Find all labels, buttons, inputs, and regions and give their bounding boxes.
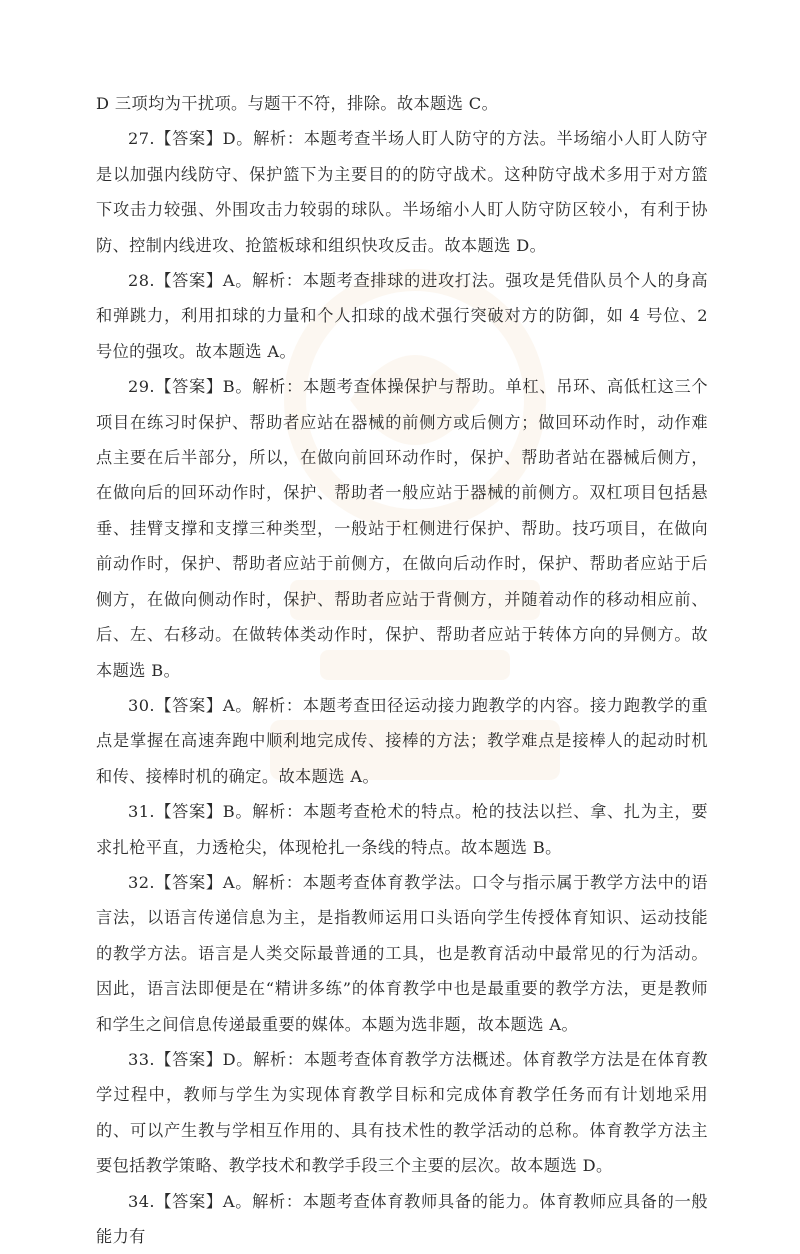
answer-31: 31.【答案】B。解析：本题考查枪术的特点。枪的技法以拦、拿、扎为主，要求扎枪平直，力透枪尖，体现枪扎一条线的特点。故本题选 B。 bbox=[96, 802, 708, 857]
answer-27: 27.【答案】D。解析：本题考查半场人盯人防守的方法。半场缩小人盯人防守是以加强内线防守、保护篮下为主要目的的防守战术。这种防守战术多用于对方篮下攻击力较强、外围攻击力较弱的球队。半场缩小人盯人防守防区较小，有利于协防、控制内线进攻、抢篮板球和组织快攻反击。故本题选 D。 bbox=[96, 129, 708, 255]
answer-33: 33.【答案】D。解析：本题考查体育教学方法概述。体育教学方法是在体育教学过程中，教师与学生为实现体育教学目标和完成体育教学任务而有计划地采用的、可以产生教与学相互作用的、具有技术性的教学活动的总称。体育教学方法主要包括教学策略、教学技术和教学手段三个主要的层次。故本题选 D。 bbox=[96, 1049, 708, 1176]
answer-32: 32.【答案】A。解析：本题考查体育教学法。口令与指示属于教学方法中的语言法，以语言传递信息为主，是指教师运用口头语向学生传授体育知识、运动技能的教学方法。语言是人类交际最普通的工具，也是教育活动中最常见的行为活动。因此，语言法即便是在“精讲多练”的体育教学中也是最重要的教学方法，更是教师和学生之间信息传递最重要的媒体。本题为选非题，故本题选 A。 bbox=[96, 872, 708, 1034]
paragraph-continuation: D 三项均为干扰项。与题干不符，排除。故本题选 C。 bbox=[96, 94, 499, 113]
answer-34: 34.【答案】A。解析：本题考查体育教师具备的能力。体育教师应具备的一般能力有 bbox=[96, 1191, 708, 1246]
answer-30: 30.【答案】A。解析：本题考查田径运动接力跑教学的内容。接力跑教学的重点是掌握在高速奔跑中顺利地完成传、接棒的方法；教学难点是接棒人的起动时机和传、接棒时机的确定。故本题选 A。 bbox=[96, 695, 708, 786]
answer-28: 28.【答案】A。解析：本题考查排球的进攻打法。强攻是凭借队员个人的身高和弹跳力，利用扣球的力量和个人扣球的战术强行突破对方的防御，如 4 号位、2 号位的强攻。故本题选 A。 bbox=[96, 271, 708, 361]
answer-explanations bbox=[96, 86, 708, 1254]
answer-29: 29.【答案】B。解析：本题考查体操保护与帮助。单杠、吊环、高低杠这三个项目在练习时保护、帮助者应站在器械的前侧方或后侧方；做回环动作时，动作难点主要在后半部分，所以，在做向前回环动作时，保护、帮助者站在器械后侧方，在做向后的回环动作时，保护、帮助者一般应站于器械的前侧方。双杠项目包括悬垂、挂臂支撑和支撑三种类型，一般站于杠侧进行保护、帮助。技巧项目，在做向前动作时，保护、帮助者应站于前侧方，在做向后动作时，保护、帮助者应站于后侧方，在做向侧动作时，保护、帮助者应站于背侧方，并随着动作的移动相应前、后、左、右移动。在做转体类动作时，保护、帮助者应站于转体方向的异侧方。故本题选 B。 bbox=[96, 377, 708, 680]
